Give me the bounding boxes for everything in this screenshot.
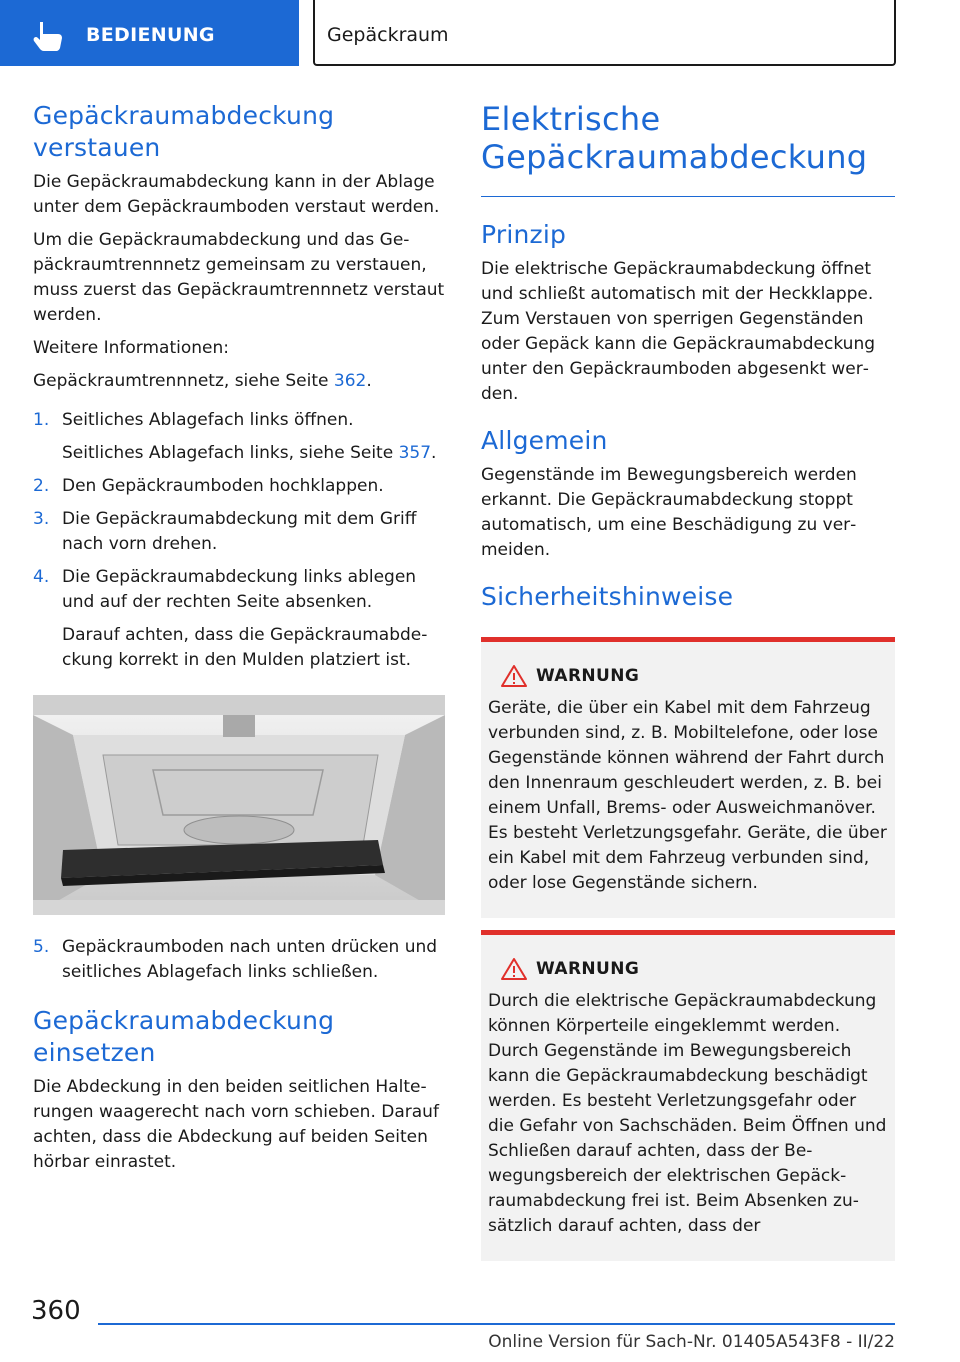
step-text: Gepäckraumboden nach unten drücken und seitliches Ablagefach links schließen. — [62, 937, 438, 982]
pointing-hand-icon — [30, 20, 66, 52]
list-item — [33, 565, 445, 673]
step-number: 4. — [33, 567, 50, 587]
left-column — [33, 100, 445, 1183]
warning-text: Geräte, die über ein Kabel mit dem Fahrzeug verbunden sind, z. B. Mobiltelefone, oder lose Gegenstände können während der Fahrt durch den Innenraum geschleudert werden, z. B. bei einem Unfall, Brems- oder Ausweichmanöver. Es besteht Verletzungsgefahr. Geräte, die über ein Kabel mit dem Fahrzeug verbunden sind, oder lose Gegenstände sichern. — [488, 698, 887, 893]
list-item — [33, 474, 445, 499]
heading-safety: Sicherheitshinweise — [481, 582, 734, 611]
step-text: Die Gepäckraumabdeckung mit dem Griff nach vorn drehen. — [62, 509, 417, 554]
warning-triangle-icon — [500, 664, 528, 688]
cross-reference: Seitliches Ablagefach links, siehe Seite 357. — [62, 443, 437, 463]
heading-general: Allgemein — [481, 426, 608, 455]
warning-title: WARNUNG — [536, 666, 640, 686]
paragraph: Um die Gepäckraumabdeckung und das Gepäckraumtrennnetz gemeinsam zu verstauen, muss zuerst das Gepäckraumtrennnetz verstaut werden. — [33, 230, 445, 325]
warning-box — [481, 637, 895, 918]
trunk-photo — [33, 695, 445, 915]
paragraph: Die Gepäckraumabdeckung kann in der Ablage unter dem Gepäckraumboden verstaut werden. — [33, 172, 440, 217]
page-link-362[interactable]: 362 — [333, 371, 367, 391]
cross-reference: Gepäckraumtrennnetz, siehe Seite 362. — [33, 371, 372, 391]
list-item — [33, 507, 445, 557]
step-text: Den Gepäckraumboden hochklappen. — [62, 476, 384, 496]
warning-title: WARNUNG — [536, 959, 640, 979]
step-number: 3. — [33, 509, 50, 529]
step-number: 1. — [33, 410, 50, 430]
footer-divider — [98, 1323, 895, 1325]
right-column — [481, 100, 895, 1261]
section-tab — [0, 0, 299, 66]
heading-insert-cover: Gepäckraumabdeckung einsetzen — [33, 1006, 335, 1067]
warning-triangle-icon — [500, 957, 528, 981]
list-item — [33, 408, 445, 466]
page-heading: Elektrische Gepäckraumabdeckung — [481, 100, 868, 176]
heading-stow-cover: Gepäckraumabdeckung verstauen — [33, 101, 335, 162]
heading-principle: Prinzip — [481, 220, 567, 249]
heading-divider — [481, 196, 895, 197]
chapter-header — [313, 0, 896, 66]
chapter-title: Gepäckraum — [327, 24, 449, 46]
paragraph: Die Abdeckung in den beiden seitlichen Halterungen waagerecht nach vorn schieben. Darauf achten, dass die Abdeckung auf beiden Seiten hörbar einrastet. — [33, 1077, 439, 1172]
warning-box — [481, 930, 895, 1261]
step-number: 5. — [33, 937, 50, 957]
paragraph: Die elektrische Gepäckraumabdeckung öffnet und schließt automatisch mit der Heckklappe. Zum Verstauen von sperrigen Gegenständen oder Gepäck kann die Gepäckraumabdeckung unter den Gepäckraumboden abgesenkt werden. — [481, 259, 876, 404]
step-text: Die Gepäckraumabdeckung links ablegen und auf der rechten Seite absenken. — [62, 567, 417, 612]
step-number: 2. — [33, 476, 50, 496]
step-text: Seitliches Ablagefach links öffnen. — [62, 410, 354, 430]
paragraph: Weitere Informationen: — [33, 338, 229, 358]
page-link-357[interactable]: 357 — [398, 443, 432, 463]
paragraph: Gegenstände im Bewegungsbereich werden erkannt. Die Gepäckraumabdeckung stoppt automatisch, um eine Beschädigung zu vermeiden. — [481, 465, 857, 560]
step-note: Darauf achten, dass die Gepäckraumabdeckung korrekt in den Mulden platziert ist. — [62, 625, 428, 670]
page-number: 360 — [31, 1296, 81, 1326]
warning-text: Durch die elektrische Gepäckraumabdeckung können Körperteile eingeklemmt werden. Durch Gegenstände im Bewegungsbereich kann die Gepäckraumabdeckung beschädigt werden. Es besteht Verletzungsgefahr oder die Gefahr von Sachschäden. Beim Öffnen und Schließen darauf achten, dass der Bewegungsbereich der elektrischen Gepäckraumabdeckung frei ist. Beim Absenken zusätzlich darauf achten, dass der — [488, 991, 887, 1236]
footer-version: Online Version für Sach-Nr. 01405A543F8 - II/22 — [488, 1332, 895, 1352]
section-label: BEDIENUNG — [86, 24, 215, 46]
list-item — [33, 935, 445, 985]
